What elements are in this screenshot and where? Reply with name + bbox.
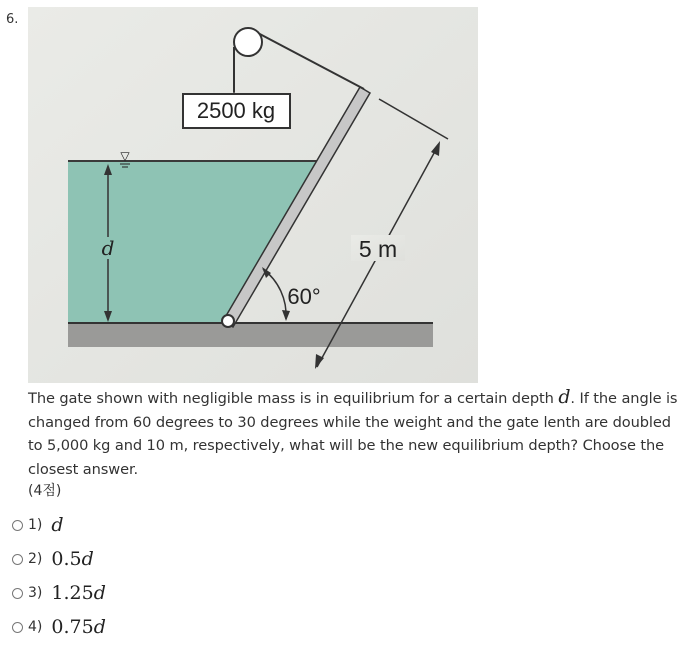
question-text-part1: The gate shown with negligible mass is in equilibrium for a certain depth bbox=[28, 390, 559, 407]
depth-label: d bbox=[101, 236, 115, 260]
option-variable: d bbox=[81, 548, 94, 570]
gate-diagram bbox=[28, 7, 478, 383]
answer-option-4[interactable] bbox=[12, 614, 212, 640]
radio-button[interactable] bbox=[12, 520, 23, 531]
option-number: 2) bbox=[28, 551, 43, 567]
radio-button[interactable] bbox=[12, 622, 23, 633]
radio-button[interactable] bbox=[12, 588, 23, 599]
option-value bbox=[51, 616, 105, 638]
answer-option-2[interactable] bbox=[12, 546, 212, 572]
option-variable: d bbox=[93, 616, 106, 638]
points-label: (4점) bbox=[28, 483, 62, 499]
hinge-icon bbox=[222, 315, 234, 327]
question-number: 6. bbox=[6, 12, 19, 27]
option-value bbox=[51, 582, 105, 604]
angle-label: 60° bbox=[287, 284, 321, 309]
option-value bbox=[51, 548, 93, 570]
option-variable: d bbox=[93, 582, 106, 604]
option-number: 4) bbox=[28, 619, 43, 635]
option-coefficient: 1.25 bbox=[51, 582, 94, 604]
length-label: 5 m bbox=[358, 236, 398, 262]
depth-variable: d bbox=[558, 386, 571, 408]
option-coefficient: 0.75 bbox=[51, 616, 94, 638]
option-number: 1) bbox=[28, 517, 43, 533]
problem-figure bbox=[28, 7, 478, 383]
option-number: 3) bbox=[28, 585, 43, 601]
answer-option-1[interactable] bbox=[12, 512, 212, 538]
question-text bbox=[28, 386, 680, 481]
pulley-icon bbox=[234, 28, 262, 56]
question-text-part2: . If the angle is changed from 60 degrees to 30 degrees while the weight and the gate lenth are doubled to 5,000 kg and 10 m, respectively, what will be the new equilibrium depth? Choose the closest answer. bbox=[28, 390, 678, 478]
option-coefficient: 0.5 bbox=[51, 548, 82, 570]
ground bbox=[68, 323, 433, 347]
radio-button[interactable] bbox=[12, 554, 23, 565]
mass-label: 2500 kg bbox=[196, 98, 276, 123]
option-value bbox=[51, 514, 63, 536]
option-value-text: d bbox=[51, 514, 64, 536]
answer-option-3[interactable] bbox=[12, 580, 212, 606]
water-level-icon: ▽ bbox=[120, 149, 130, 163]
